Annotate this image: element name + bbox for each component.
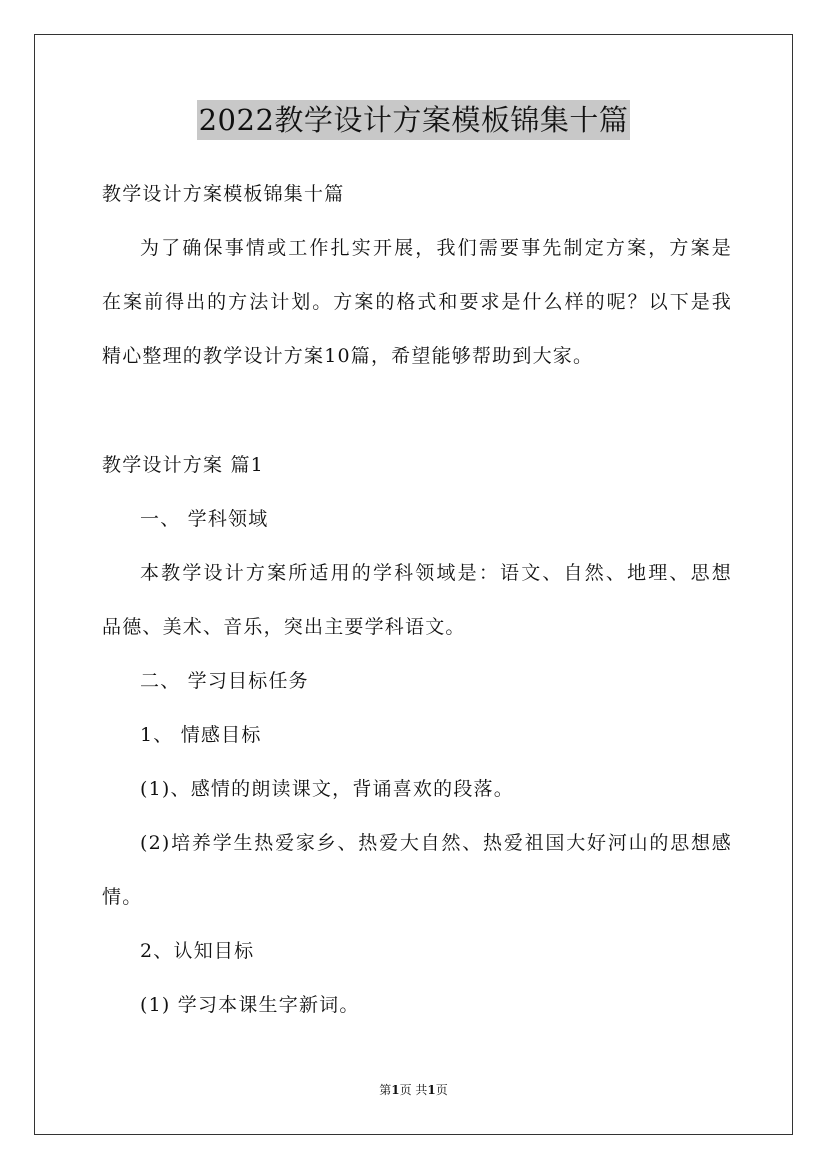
subject-line-1: 本教学设计方案所适用的学科领域是：语文、自然、地理、思想	[140, 562, 732, 584]
goal-1-item-b-line-2: 情。	[102, 886, 143, 908]
footer-page-suffix: 页	[435, 1083, 448, 1097]
intro-line-2: 在案前得出的方法计划。方案的格式和要求是什么样的呢？以下是我	[102, 291, 732, 313]
goal-1-item-a: (1)、感情的朗读课文，背诵喜欢的段落。	[140, 778, 514, 800]
title-container	[0, 100, 827, 140]
item-two-heading: 二、 学习目标任务	[140, 670, 309, 692]
item-one-heading: 一、 学科领域	[140, 508, 269, 530]
footer-page-prefix: 第	[379, 1083, 392, 1097]
goal-1-item-b-line-1: (2)培养学生热爱家乡、热爱大自然、热爱祖国大好河山的思想感	[140, 832, 732, 854]
document-title: 2022教学设计方案模板锦集十篇	[197, 100, 631, 140]
goal-2-heading: 2、认知目标	[140, 940, 255, 962]
page-footer	[0, 1082, 827, 1098]
document-subtitle: 教学设计方案模板锦集十篇	[102, 183, 345, 205]
intro-line-1: 为了确保事情或工作扎实开展，我们需要事先制定方案，方案是	[140, 237, 732, 259]
goal-2-item-a: (1) 学习本课生字新词。	[140, 994, 360, 1016]
intro-line-3: 精心整理的教学设计方案10篇，希望能够帮助到大家。	[102, 345, 594, 367]
footer-page-mid: 页 共	[399, 1083, 428, 1097]
footer-page-total: 1	[427, 1083, 436, 1097]
section-heading: 教学设计方案 篇1	[102, 454, 264, 476]
footer-page-current: 1	[391, 1083, 400, 1097]
subject-line-2: 品德、美术、音乐，突出主要学科语文。	[102, 616, 466, 638]
goal-1-heading: 1、 情感目标	[140, 724, 262, 746]
